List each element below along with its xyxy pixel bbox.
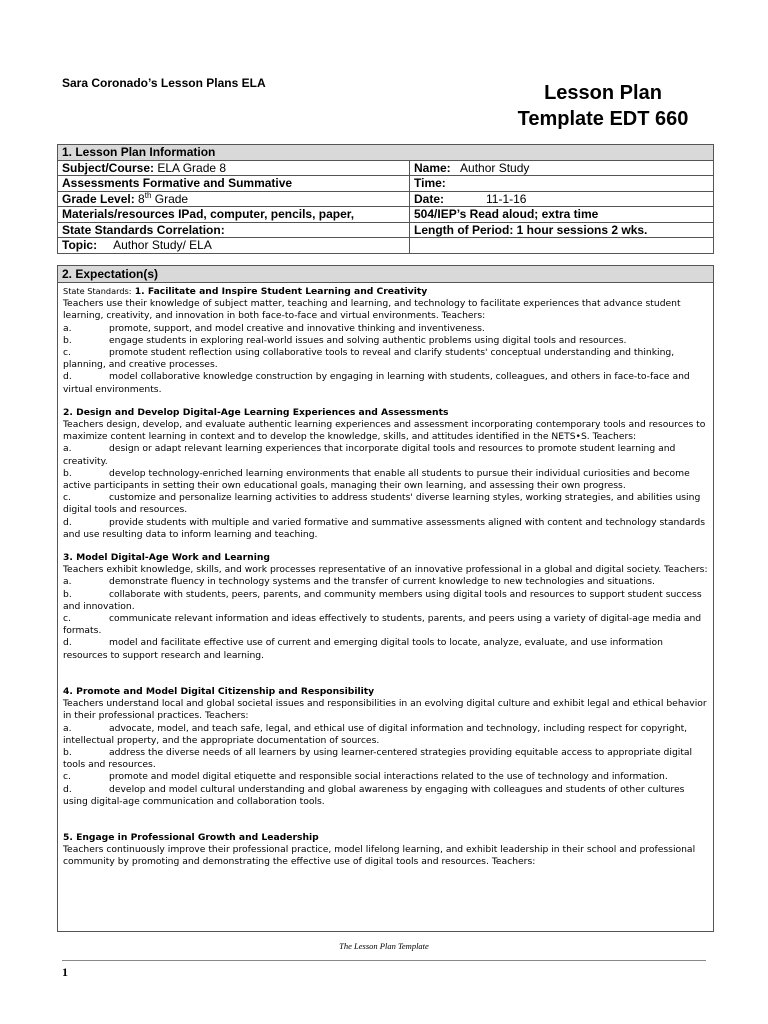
document-title	[480, 80, 726, 132]
grade-label: Grade Level:	[62, 191, 135, 206]
standard-intro: Teachers understand local and global societal issues and responsibilities in an evolving digital culture and exhibit legal and ethical behavior in their professional practices. Teachers:	[63, 698, 707, 722]
standard-heading: 2. Design and Develop Digital-Age Learning Experiences and Assessments	[63, 406, 449, 418]
item-letter: a.	[63, 322, 72, 334]
assessments-cell: Assessments Formative and Summative	[58, 176, 410, 192]
document-title-line1: Lesson Plan	[544, 82, 662, 104]
list-item	[63, 784, 708, 808]
table-row	[58, 222, 714, 238]
table-row	[58, 176, 714, 192]
item-letter: b.	[63, 467, 72, 479]
iep-cell: 504/IEP’s Read aloud; extra time	[410, 207, 714, 223]
item-letter: c.	[63, 492, 71, 504]
standard-heading: 5. Engage in Professional Growth and Leadership	[63, 831, 319, 843]
footer-template-label: The Lesson Plan Template	[339, 941, 429, 951]
list-item	[63, 723, 708, 747]
item-text: engage students in exploring real-world issues and solving authentic problems using digital tools and resources.	[109, 334, 627, 346]
date-value: 11-1-16	[486, 191, 527, 206]
item-letter: b.	[63, 746, 72, 758]
item-text: develop technology-enriched learning environments that enable all students to pursue their individual curiosities and become active participants in setting their own educational goals, managing their own learning, and assessing their own progress.	[63, 467, 690, 492]
list-item	[63, 613, 708, 637]
item-text: communicate relevant information and ideas effectively to students, parents, and peers using a variety of digital-age media and formats.	[63, 613, 702, 637]
standard-section-1	[63, 285, 708, 396]
item-letter: c.	[63, 771, 71, 783]
footer-divider	[62, 960, 706, 961]
item-text: model collaborative knowledge construction by engaging in learning with students, colleagues, and others in face-to-face and virtual environments.	[63, 371, 690, 395]
item-letter: a.	[63, 722, 72, 734]
name-value: Author Study	[460, 160, 530, 175]
materials-cell: Materials/resources IPad, computer, pencils, paper,	[58, 207, 410, 223]
item-text: design or adapt relevant learning experiences that incorporate digital tools and resources to promote student learning and creativity.	[63, 443, 676, 467]
item-text: promote student reflection using collaborative tools to reveal and clarify students' conceptual understanding and thinking, planning, and creative processes.	[63, 347, 675, 371]
expectations-body	[58, 283, 713, 869]
standard-section-5	[63, 832, 708, 869]
table-row	[58, 238, 714, 254]
item-text: model and facilitate effective use of current and emerging digital tools to locate, analyze, evaluate, and use information resources to support research and learning.	[63, 637, 663, 661]
item-letter: a.	[63, 443, 72, 455]
grade-word: Grade	[154, 191, 189, 206]
item-letter: c.	[63, 613, 71, 625]
info-section-title: 1. Lesson Plan Information	[58, 145, 714, 161]
list-item	[63, 323, 708, 335]
expectations-box	[57, 265, 714, 932]
info-header-row	[58, 145, 714, 161]
standard-section-2	[63, 407, 708, 541]
state-standards-label: State Standards:	[63, 286, 132, 296]
item-letter: b.	[63, 588, 72, 600]
standards-cell: State Standards Correlation:	[58, 222, 410, 238]
standard-intro: Teachers exhibit knowledge, skills, and work processes representative of an innovative professional in a global and digital society. Teachers:	[63, 564, 708, 576]
grade-number: 8	[138, 191, 145, 206]
table-row	[58, 207, 714, 223]
table-row	[58, 191, 714, 207]
item-letter: d.	[63, 516, 72, 528]
item-letter: d.	[63, 783, 72, 795]
item-text: develop and model cultural understanding and global awareness by engaging with colleagues and students of other cultures using digital-age communication and collaboration tools.	[63, 783, 685, 807]
item-text: customize and personalize learning activities to address students' diverse learning styles, working strategies, and abilities using digital tools and resources.	[63, 492, 701, 516]
page-number: 1	[62, 965, 68, 979]
name-cell	[410, 160, 714, 176]
item-letter: b.	[63, 334, 72, 346]
grade-cell	[58, 191, 410, 207]
list-item	[63, 347, 708, 371]
list-item	[63, 589, 708, 613]
document-title-line2: Template EDT 660	[517, 108, 689, 130]
item-letter: a.	[63, 576, 72, 588]
name-label: Name:	[414, 160, 451, 175]
standard-heading: 3. Model Digital-Age Work and Learning	[63, 552, 270, 564]
empty-cell	[410, 238, 714, 254]
subject-cell	[58, 160, 410, 176]
date-cell	[410, 191, 714, 207]
subject-value: ELA Grade 8	[157, 160, 227, 175]
standard-intro: Teachers design, develop, and evaluate authentic learning experiences and assessment incorporating contemporary tools and resources to maximize content learning in context and to develop the knowledge, skills, and attitudes identified in the NETS•S. Teachers:	[63, 419, 706, 443]
list-item	[63, 468, 708, 492]
list-item	[63, 637, 708, 661]
lesson-plan-info-table	[57, 144, 714, 254]
topic-value: Author Study/ ELA	[113, 238, 212, 253]
list-item	[63, 747, 708, 771]
subject-label: Subject/Course:	[62, 160, 155, 175]
topic-label: Topic:	[62, 238, 98, 253]
item-text: demonstrate fluency in technology systems and the transfer of current knowledge to new technologies and situations.	[109, 576, 655, 588]
grade-suffix: th	[144, 191, 152, 200]
list-item	[63, 492, 708, 516]
item-text: promote, support, and model creative and innovative thinking and inventiveness.	[109, 322, 485, 334]
page-header-title: Sara Coronado’s Lesson Plans ELA	[62, 76, 266, 90]
time-cell: Time:	[410, 176, 714, 192]
standard-heading	[63, 285, 708, 298]
item-text: collaborate with students, peers, parents, and community members using digital tools and resources to support student success and innovation.	[63, 588, 702, 612]
standard-section-3	[63, 552, 708, 662]
standard-section-4	[63, 686, 708, 808]
list-item	[63, 371, 708, 395]
list-item	[63, 771, 708, 783]
table-row	[58, 160, 714, 176]
item-text: promote and model digital etiquette and responsible social interactions related to the use of technology and information.	[109, 771, 668, 783]
expectations-title: 2. Expectation(s)	[58, 266, 713, 283]
item-letter: c.	[63, 347, 71, 359]
list-item	[63, 335, 708, 347]
list-item	[63, 443, 708, 467]
item-text: address the diverse needs of all learners by using learner-centered strategies providing equitable access to appropriate digital tools and resources.	[63, 746, 693, 771]
topic-cell	[58, 238, 410, 254]
list-item	[63, 576, 708, 588]
item-text: advocate, model, and teach safe, legal, and ethical use of digital information and technology, including respect for copyright, intellectual property, and the appropriate documentation of sources.	[63, 722, 688, 746]
item-letter: d.	[63, 371, 72, 383]
standard-heading: 4. Promote and Model Digital Citizenship and Responsibility	[63, 685, 375, 697]
date-label: Date:	[414, 191, 445, 206]
item-text: provide students with multiple and varied formative and summative assessments aligned with content and technology standards and use resulting data to inform learning and teaching.	[63, 516, 705, 540]
length-cell: Length of Period: 1 hour sessions 2 wks.	[410, 222, 714, 238]
list-item	[63, 517, 708, 541]
standard-intro: Teachers continuously improve their professional practice, model lifelong learning, and exhibit leadership in their school and professional community by promoting and demonstrating the effective use of digital tools and resources. Teachers:	[63, 844, 696, 868]
standard-heading-text: 1. Facilitate and Inspire Student Learning and Creativity	[134, 286, 428, 297]
item-letter: d.	[63, 637, 72, 649]
standard-intro: Teachers use their knowledge of subject matter, teaching and learning, and technology to facilitate experiences that advance student learning, creativity, and innovation in both face-to-face and virtual environments. Teachers:	[63, 298, 681, 322]
